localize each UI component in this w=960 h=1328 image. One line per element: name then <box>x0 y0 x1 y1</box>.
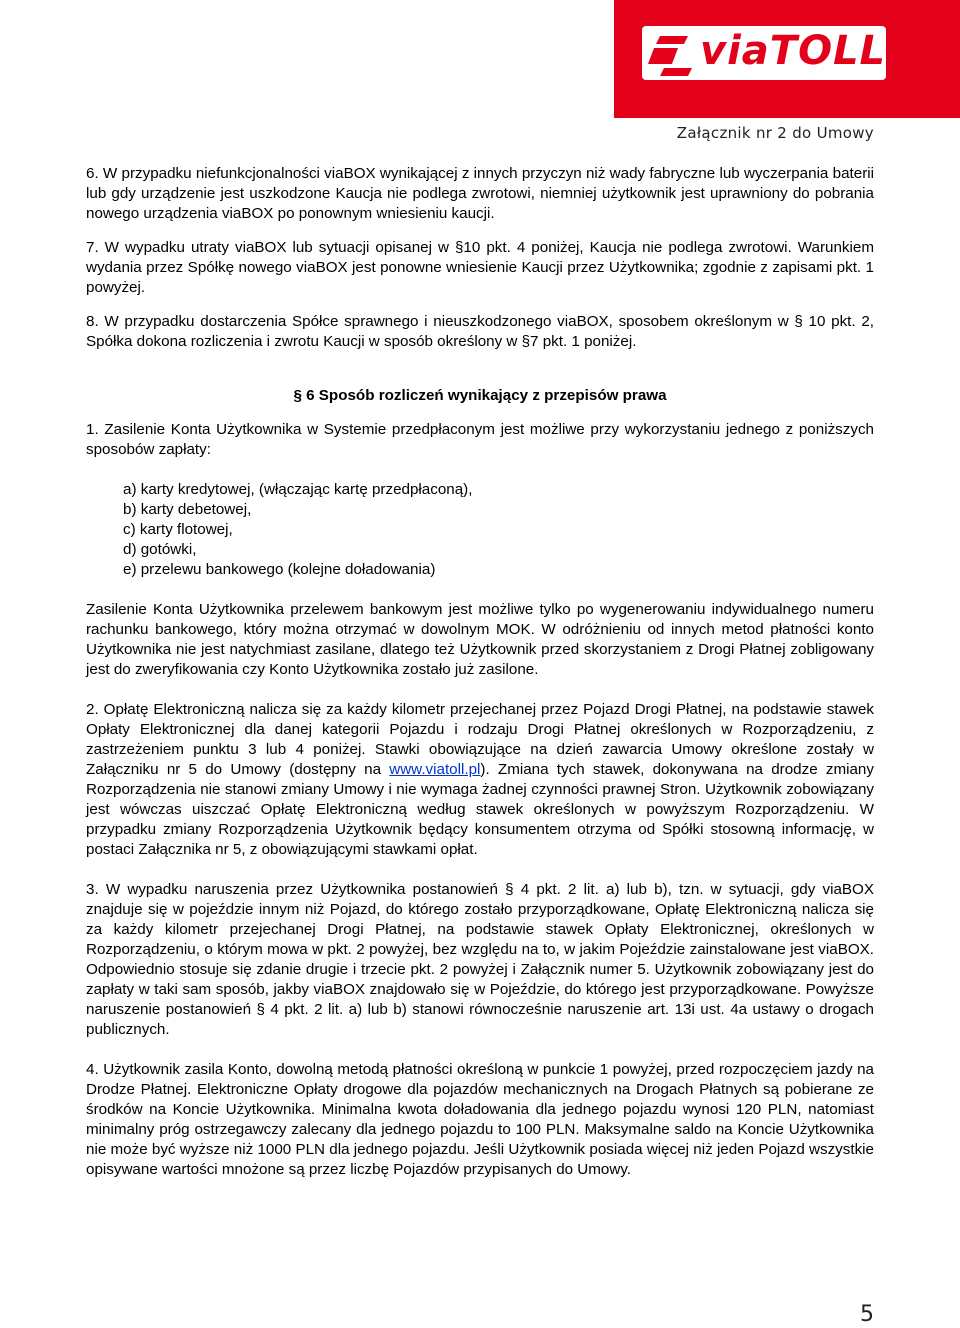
paragraph-6: 6. W przypadku niefunkcjonalności viaBOX wynikającej z innych przyczyn niż wady fabryczne lub wyczerpania baterii lub gdy urządzenie jest uszkodzone Kaucja nie podlega zwrotowi, niemniej użytkownik jest uprawniony do pobrania nowego urządzenia viaBOX po ponownym wniesieniu kaucji. <box>86 165 874 222</box>
viatoll-logo-text: viaTOLL <box>700 28 887 74</box>
payment-methods-list <box>86 480 874 580</box>
payment-method-item: e) przelewu bankowego (kolejne doładowania) <box>123 561 436 578</box>
point-2-text-after: ). Zmiana tych stawek, dokonywana na drodze zmiany Rozporządzenia nie stanowi zmiany Umowy i nie wymaga żadnej czynności prawnej Stron. Użytkownik zobowiązany jest wówczas uiszczać Opłatę Elektroniczną według stawek określonych w powyższym Rozporządzeniu. W przypadku zmiany Rozporządzenia Użytkownik będący konsumentem otrzyma od Spółki stosowną informację, w postaci Załącznika nr 5, z obowiązującymi stawkami opłat. <box>86 761 874 858</box>
viatoll-website-link[interactable]: www.viatoll.pl <box>389 761 481 778</box>
annex-label: Załącznik nr 2 do Umowy <box>676 124 874 142</box>
payment-method-item: a) karty kredytowej, (włączając kartę przedpłaconą), <box>123 481 473 498</box>
point-1-intro: 1. Zasilenie Konta Użytkownika w Systemie przedpłaconym jest możliwe przy wykorzystaniu jednego z poniższych sposobów zapłaty: <box>86 421 874 458</box>
point-2-text-before: 2. Opłatę Elektroniczną nalicza się za każdy kilometr przejechanej przez Pojazd Drogi Płatnej, na podstawie stawek Opłaty Elektronicznej dla danej kategorii Pojazdu i rodzaju Drogi Płatnej określonych w Rozporządzeniu, z zastrzeżeniem punktu 3 lub 4 poniżej. Stawki obowiązujące na dzień zawarcia Umowy określone zostały w Załączniku nr 5 do Umowy (dostępny na <box>86 701 874 778</box>
section-heading <box>86 386 874 406</box>
point-1-note: Zasilenie Konta Użytkownika przelewem bankowym jest możliwe tylko po wygenerowaniu indywidualnego numeru rachunku bankowego, który można otrzymać w dowolnym MOK. W odróżnieniu od innych metod płatności konto Użytkownika nie jest natychmiast zasilane, dlatego też Użytkownik przed skorzystaniem z Drogi Płatnej zobligowany jest do zweryfikowania czy Konto Użytkownika zostało już zasilone. <box>86 601 874 678</box>
document-body <box>86 164 874 1180</box>
payment-method-item: c) karty flotowej, <box>123 521 233 538</box>
point-3: 3. W wypadku naruszenia przez Użytkownika postanowień § 4 pkt. 2 lit. a) lub b), tzn. w sytuacji, gdy viaBOX znajduje się w pojeździe innym niż Pojazd, do którego zostało przyporządkowane, Opłatę Elektroniczną nalicza się za każdy kilometr przejechanej Drogi Płatnej, na podstawie stawek Opłaty Elektronicznej, określonych w Rozporządzeniu, o którym mowa w pkt. 2 powyżej, bez względu na to, w jakim Pojeździe zainstalowane jest viaBOX. Odpowiednio stosuje się zdanie drugie i trzecie pkt. 2 powyżej i Załącznik numer 5. Użytkownik zobowiązany jest do zapłaty w taki sam sposób, jakby viaBOX znajdowało się w Pojeździe, do którego jest przyporządkowane. Powyższe naruszenie postanowień § 4 pkt. 2 lit. a) lub b) stanowi równocześnie naruszenie art. 13i ust. 4a ustawy o drogach publicznych. <box>86 881 874 1038</box>
paragraph-7: 7. W wypadku utraty viaBOX lub sytuacji opisanej w §10 pkt. 4 poniżej, Kaucja nie podlega zwrotowi. Warunkiem wydania przez Spółkę nowego viaBOX jest ponowne wniesienie Kaucji przez Użytkownika; zgodnie z zapisami pkt. 1 powyżej. <box>86 239 874 296</box>
point-2 <box>86 700 874 860</box>
page-number: 5 <box>860 1302 874 1327</box>
payment-method-item: b) karty debetowej, <box>123 501 252 518</box>
payment-method-item: d) gotówki, <box>123 541 197 558</box>
paragraph-8: 8. W przypadku dostarczenia Spółce sprawnego i nieuszkodzonego viaBOX, sposobem określonym w § 10 pkt. 2, Spółka dokona rozliczenia i zwrotu Kaucji w sposób określony w §7 pkt. 1 poniżej. <box>86 313 874 350</box>
point-4: 4. Użytkownik zasila Konto, dowolną metodą płatności określoną w punkcie 1 powyżej, przed rozpoczęciem jazdy na Drodze Płatnej. Elektroniczne Opłaty drogowe dla pojazdów mechanicznych na Drogach Płatnych są pobierane ze środków na Koncie Użytkownika. Minimalna kwota doładowania dla jednego pojazdu wynosi 120 PLN, natomiast minimalny próg ostrzegawczy zalecany dla jednego pojazdu to 100 PLN. Maksymalne saldo na Koncie Użytkownika nie może być wyższe niż 1000 PLN dla jednego pojazdu. Jeśli Użytkownik posiada więcej niż jeden Pojazd wszystkie opisywane wartości mnożone są przez liczbę Pojazdów przypisanych do Umowy. <box>86 1061 874 1178</box>
section-title: § 6 Sposób rozliczeń wynikający z przepisów prawa <box>293 387 667 404</box>
viatoll-logo <box>614 0 960 118</box>
